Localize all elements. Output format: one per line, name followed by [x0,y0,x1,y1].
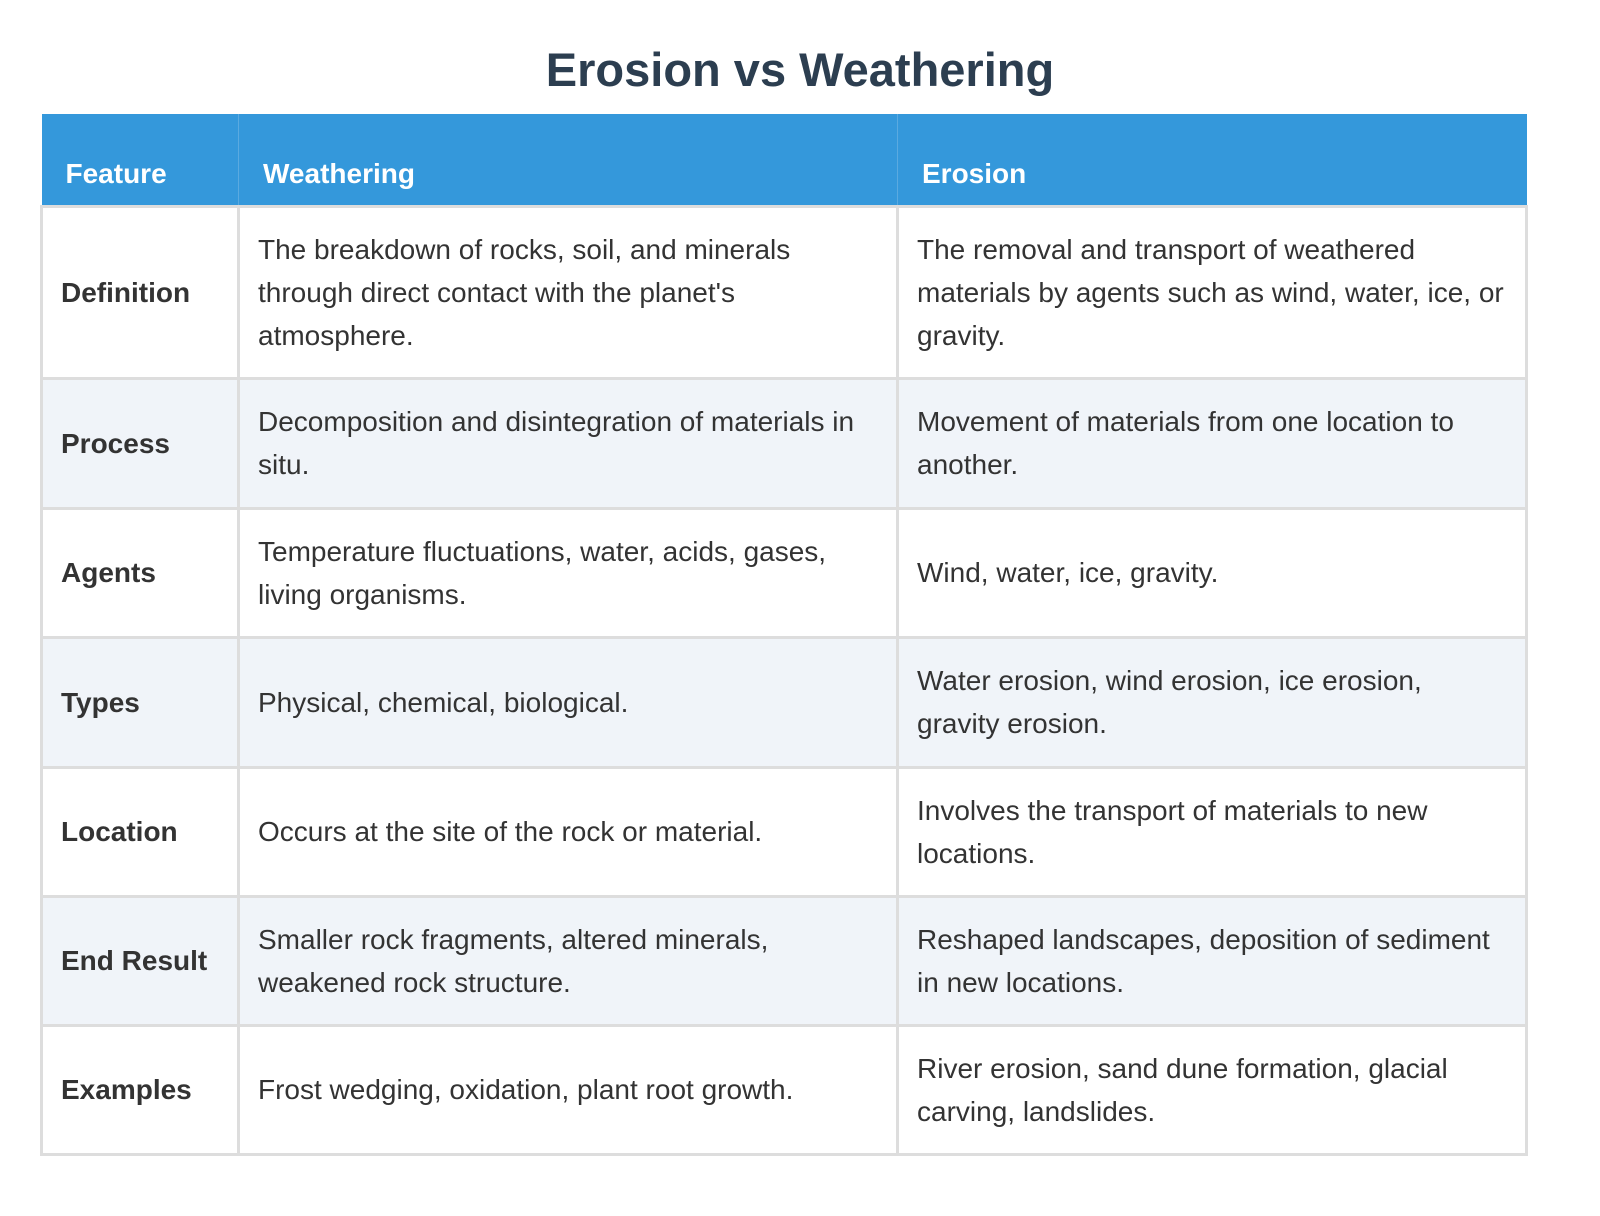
erosion-cell: The removal and transport of weathered materials by agents such as wind, water, ice, or gravity. [898,206,1527,378]
feature-cell: Agents [42,508,239,637]
feature-cell: Examples [42,1025,239,1154]
table-row [42,1025,1527,1154]
table-row [42,378,1527,508]
weathering-cell: Frost wedging, oxidation, plant root growth. [239,1025,898,1154]
table-row [42,767,1527,896]
weathering-cell: Decomposition and disintegration of materials in situ. [239,378,898,508]
weathering-cell: Smaller rock fragments, altered minerals, weakened rock structure. [239,896,898,1025]
erosion-cell: Involves the transport of materials to new locations. [898,767,1527,896]
table-row [42,896,1527,1025]
weathering-cell: Physical, chemical, biological. [239,637,898,767]
header-row [42,114,1527,206]
weathering-cell: Occurs at the site of the rock or material. [239,767,898,896]
erosion-cell: Water erosion, wind erosion, ice erosion, gravity erosion. [898,637,1527,767]
header-feature: Feature [42,114,239,206]
comparison-table [40,114,1528,1156]
header-erosion: Erosion [898,114,1527,206]
header-weathering: Weathering [239,114,898,206]
erosion-cell: Wind, water, ice, gravity. [898,508,1527,637]
weathering-cell: The breakdown of rocks, soil, and minerals through direct contact with the planet's atmosphere. [239,206,898,378]
weathering-cell: Temperature fluctuations, water, acids, gases, living organisms. [239,508,898,637]
feature-cell: Location [42,767,239,896]
feature-cell: Definition [42,206,239,378]
feature-cell: Types [42,637,239,767]
table-row [42,508,1527,637]
table-row [42,206,1527,378]
erosion-cell: Movement of materials from one location to another. [898,378,1527,508]
feature-cell: End Result [42,896,239,1025]
table-row [42,637,1527,767]
feature-cell: Process [42,378,239,508]
erosion-cell: Reshaped landscapes, deposition of sediment in new locations. [898,896,1527,1025]
erosion-cell: River erosion, sand dune formation, glacial carving, landslides. [898,1025,1527,1154]
page-title: Erosion vs Weathering [545,43,1055,96]
